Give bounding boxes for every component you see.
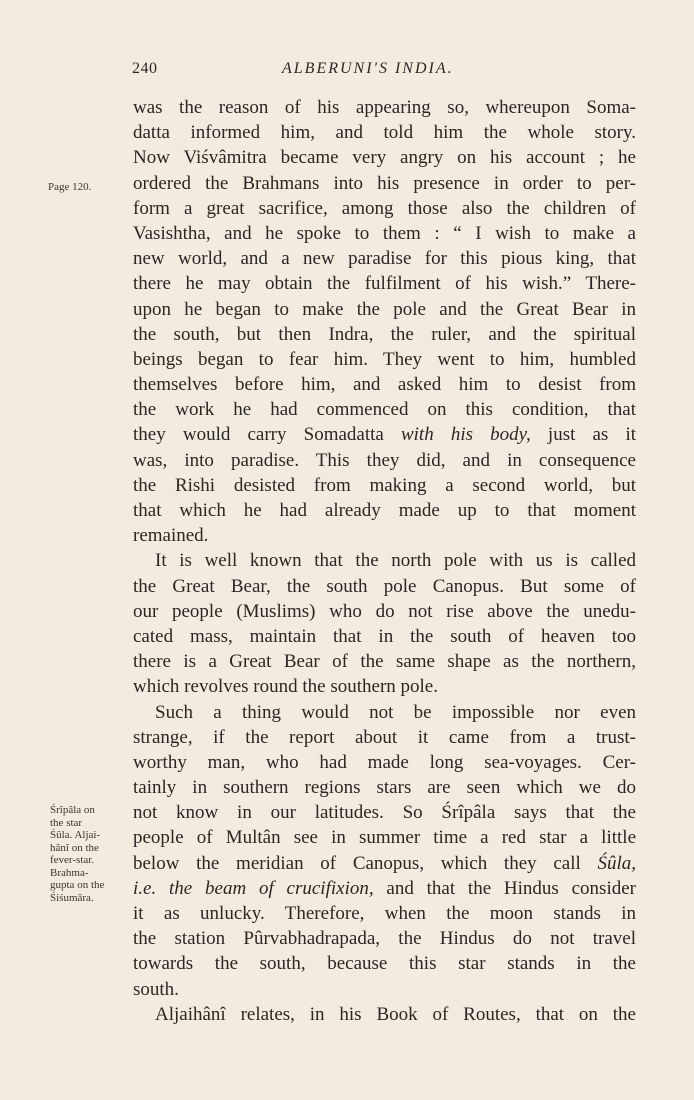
text-line: Vasishtha, and he spoke to them : “ I wish to make a <box>133 222 636 244</box>
page-header <box>132 60 632 86</box>
text-line: not know in our latitudes. So Śrîpâla says that the <box>133 802 636 824</box>
margin-note-line: gupta on the <box>50 879 105 891</box>
text-line: south. <box>133 978 179 1000</box>
text-line: people of Multân see in summer time a red star a little <box>133 827 636 849</box>
margin-note-line: Śrîpâla on <box>50 804 95 816</box>
text-line: the Rishi desisted from making a second world, but <box>133 474 636 496</box>
text-line: tainly in southern regions stars are seen which we do <box>133 777 636 799</box>
text-line: the work he had commenced on this condition, that <box>133 399 636 421</box>
margin-note-line: Brahma- <box>50 866 89 879</box>
text-line: ordered the Brahmans into his presence in order to per- <box>133 172 636 194</box>
text-line: our people (Muslims) who do not rise above the unedu- <box>133 600 636 622</box>
text-line: the Great Bear, the south pole Canopus. But some of <box>133 575 636 597</box>
text-line: Aljaihânî relates, in his Book of Routes, that on the <box>155 1003 636 1025</box>
running-title: ALBERUNI'S INDIA. <box>282 60 454 77</box>
text-line: the south, but then Indra, the ruler, and the spiritual <box>133 323 636 345</box>
text-line-mixed <box>133 876 636 901</box>
margin-note-sripala <box>50 804 130 904</box>
text-line: there is a Great Bear of the same shape as the northern, <box>133 651 636 673</box>
text-line: worthy man, who had made long sea-voyages. Cer- <box>133 751 636 773</box>
text-line: Such a thing would not be impossible nor even <box>155 701 636 723</box>
text-line: the station Pûrvabhadrapada, the Hindus do not travel <box>133 928 636 950</box>
margin-note-line: fever-star. <box>50 854 95 866</box>
text-line: new world, and a new paradise for this pious king, that <box>133 248 636 270</box>
margin-note-line: Śûla. Aljai- <box>50 829 101 841</box>
italic-phrase: i.e. the beam of crucifixion, <box>133 877 374 899</box>
text-line-mixed <box>133 851 636 876</box>
italic-phrase: Śûla, <box>597 852 636 874</box>
text-line: themselves before him, and asked him to desist from <box>133 374 636 396</box>
text-line: it as unlucky. Therefore, when the moon stands in <box>133 903 636 924</box>
text-line: datta informed him, and told him the whole story. <box>133 122 636 144</box>
margin-note-line: the star <box>50 816 83 829</box>
text-run: just as it <box>530 424 637 446</box>
italic-phrase: with his body, <box>400 424 531 446</box>
text-line: cated mass, maintain that in the south of heaven too <box>133 625 636 647</box>
text-line: It is well known that the north pole with us is called <box>155 550 636 572</box>
page-number: 240 <box>132 60 158 77</box>
margin-note-line: Śiśumâra. <box>50 891 94 904</box>
text-line: Now Viśvâmitra became very angry on his account ; he <box>133 147 636 169</box>
text-line: remained. <box>133 525 209 547</box>
body-text <box>133 95 636 1027</box>
text-line-mixed <box>133 422 636 447</box>
text-run: they would carry Somadatta <box>133 424 401 446</box>
text-line: form a great sacrifice, among those also the children of <box>133 197 636 219</box>
text-run: and that the Hindus consider <box>373 877 636 899</box>
text-line: strange, if the report about it came from a trust- <box>133 726 636 748</box>
text-line: which revolves round the southern pole. <box>133 676 438 698</box>
margin-note-line: hânî on the <box>50 841 99 854</box>
text-run: below the meridian of Canopus, which they call <box>133 852 598 874</box>
text-line: that which he had already made up to that moment <box>133 500 636 521</box>
text-line: beings began to fear him. They went to him, humbled <box>133 348 636 370</box>
text-line: was, into paradise. This they did, and in consequence <box>133 449 636 471</box>
text-line: upon he began to make the pole and the Great Bear in <box>133 298 636 320</box>
text-line: was the reason of his appearing so, whereupon Soma- <box>133 97 636 118</box>
text-line: towards the south, because this star stands in the <box>133 953 636 975</box>
text-line: there he may obtain the fulfilment of his wish.” There- <box>133 273 636 295</box>
margin-note-page-ref: Page 120. <box>48 181 92 193</box>
